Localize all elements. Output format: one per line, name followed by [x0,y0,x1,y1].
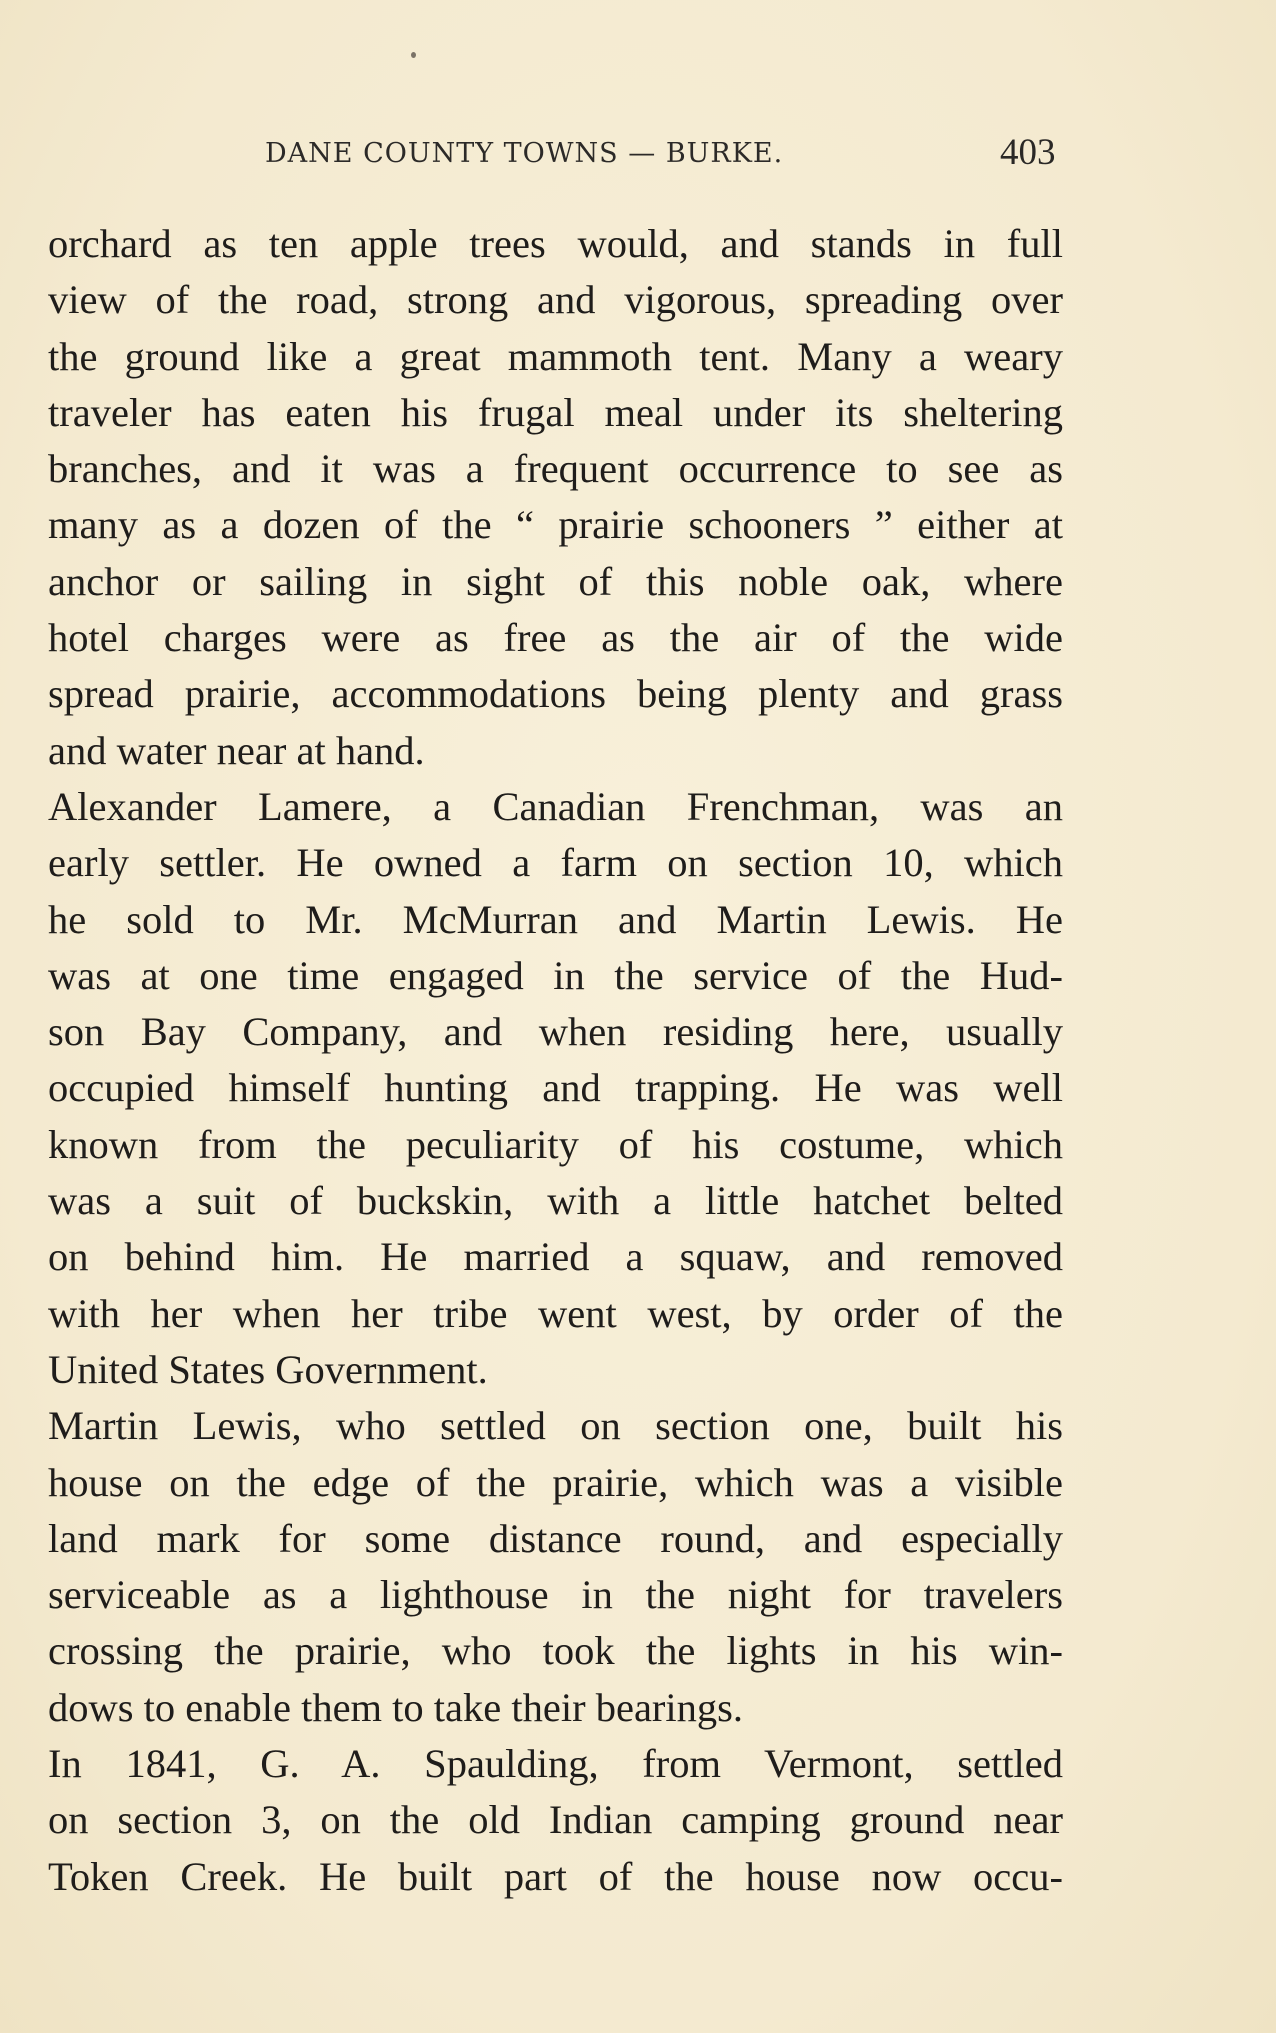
text-line: and water near at hand. [48,727,425,773]
text-line: anchor or sailing in sight of this noble oak, where [48,558,1063,604]
text-line: known from the peculiarity of his costume, which [48,1121,1063,1167]
text-line: Martin Lewis, who settled on section one, built his [48,1403,1063,1449]
text-line: many as a dozen of the “ prairie schooners ” either at [48,502,1063,548]
text-line: view of the road, strong and vigorous, spreading over [48,277,1063,323]
text-line: was a suit of buckskin, with a little hatchet belted [48,1178,1063,1224]
text-line: was at one time engaged in the service of the Hud- [48,952,1063,998]
text-line: early settler. He owned a farm on section 10, which [48,840,1063,886]
text-line: on behind him. He married a squaw, and removed [48,1234,1063,1280]
text-line: orchard as ten apple trees would, and stands in full [48,221,1063,266]
text-line: land mark for some distance round, and especially [48,1515,1063,1561]
ink-speck [411,52,416,58]
text-line: hotel charges were as free as the air of the wide [48,615,1063,661]
text-line: traveler has eaten his frugal meal under its sheltering [48,389,1063,435]
text-line: the ground like a great mammoth tent. Many a weary [48,333,1063,379]
text-line: crossing the prairie, who took the lights in his win- [48,1628,1063,1674]
text-line: spread prairie, accommodations being plenty and grass [48,671,1063,717]
body-text [48,216,1063,1905]
text-line: serviceable as a lighthouse in the night for travelers [48,1572,1063,1618]
text-line: on section 3, on the old Indian camping ground near [48,1797,1063,1843]
text-line: dows to enable them to take their bearings. [48,1684,744,1730]
text-line: Alexander Lamere, a Canadian Frenchman, was an [48,783,1063,829]
text-line: son Bay Company, and when residing here, usually [48,1009,1063,1055]
text-line: United States Government. [48,1346,488,1392]
text-line: house on the edge of the prairie, which was a visible [48,1459,1063,1505]
text-line: he sold to Mr. McMurran and Martin Lewis. He [48,896,1063,942]
text-line: branches, and it was a frequent occurrence to see as [48,446,1063,492]
text-line: Token Creek. He built part of the house now occu- [48,1853,1063,1899]
text-line: occupied himself hunting and trapping. He was well [48,1065,1063,1111]
text-line: with her when her tribe went west, by order of the [48,1290,1063,1336]
running-head: DANE COUNTY TOWNS — BURKE. [265,138,784,169]
text-line: In 1841, G. A. Spaulding, from Vermont, settled [48,1741,1063,1787]
page-number: 403 [1000,132,1056,173]
